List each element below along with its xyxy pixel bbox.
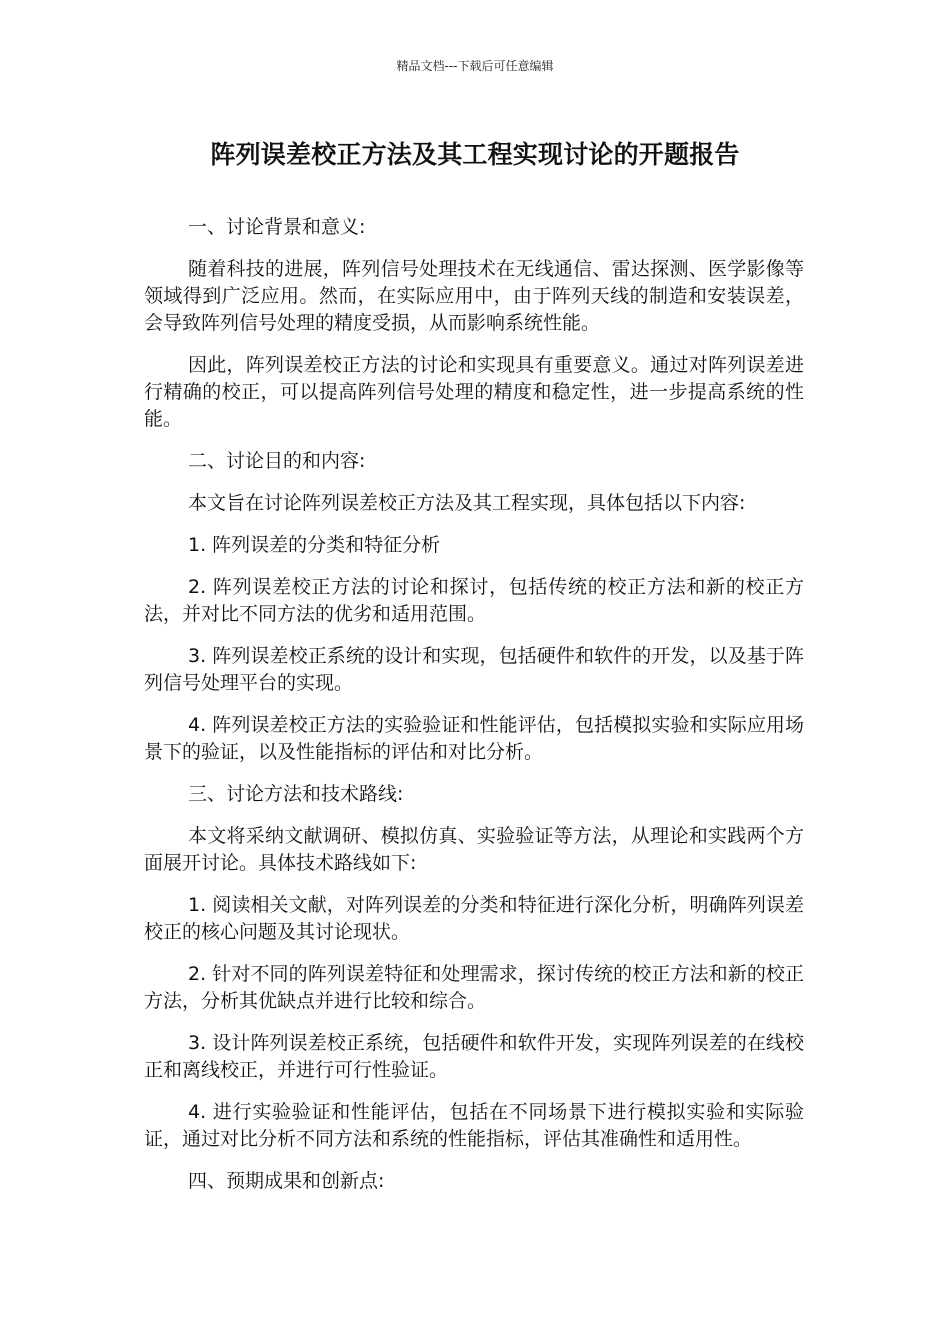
section-heading-results: 四、预期成果和创新点:: [188, 1170, 385, 1192]
section-heading-method: 三、讨论方法和技术路线:: [188, 783, 404, 805]
list-item: 2. 针对不同的阵列误差特征和处理需求，探讨传统的校正方法和新的校正方法，分析其优缺点并进行比较和综合。: [144, 963, 804, 1012]
paragraph: 本文旨在讨论阵列误差校正方法及其工程实现，具体包括以下内容:: [188, 492, 746, 514]
list-item: 2. 阵列误差校正方法的讨论和探讨，包括传统的校正方法和新的校正方法，并对比不同方法的优劣和适用范围。: [144, 576, 804, 625]
paragraph: 因此，阵列误差校正方法的讨论和实现具有重要意义。通过对阵列误差进行精确的校正，可以提高阵列信号处理的精度和稳定性，进一步提高系统的性能。: [144, 354, 804, 430]
list-item: 1. 阅读相关文献，对阵列误差的分类和特征进行深化分析，明确阵列误差校正的核心问题及其讨论现状。: [144, 894, 804, 943]
section-heading-background: 一、讨论背景和意义:: [188, 216, 366, 238]
list-item: 4. 进行实验验证和性能评估，包括在不同场景下进行模拟实验和实际验证，通过对比分析不同方法和系统的性能指标，评估其准确性和适用性。: [144, 1101, 804, 1150]
list-item: 4. 阵列误差校正方法的实验验证和性能评估，包括模拟实验和实际应用场景下的验证，以及性能指标的评估和对比分析。: [144, 714, 804, 763]
list-item: 3. 阵列误差校正系统的设计和实现，包括硬件和软件的开发，以及基于阵列信号处理平台的实现。: [144, 645, 804, 694]
section-heading-purpose: 二、讨论目的和内容:: [188, 450, 366, 472]
paragraph: 随着科技的进展，阵列信号处理技术在无线通信、雷达探测、医学影像等领域得到广泛应用。然而，在实际应用中，由于阵列天线的制造和安装误差，会导致阵列信号处理的精度受损，从而影响系统性能。: [144, 258, 804, 334]
document-title: 阵列误差校正方法及其工程实现讨论的开题报告: [210, 140, 740, 169]
list-item: 3. 设计阵列误差校正系统，包括硬件和软件开发，实现阵列误差的在线校正和离线校正，并进行可行性验证。: [144, 1032, 804, 1081]
header-note: 精品文档---下载后可任意编辑: [396, 59, 554, 73]
document-body: [144, 214, 804, 1210]
list-item: 1. 阵列误差的分类和特征分析: [188, 534, 441, 556]
paragraph: 本文将采纳文献调研、模拟仿真、实验验证等方法，从理论和实践两个方面展开讨论。具体技术路线如下:: [144, 825, 804, 874]
